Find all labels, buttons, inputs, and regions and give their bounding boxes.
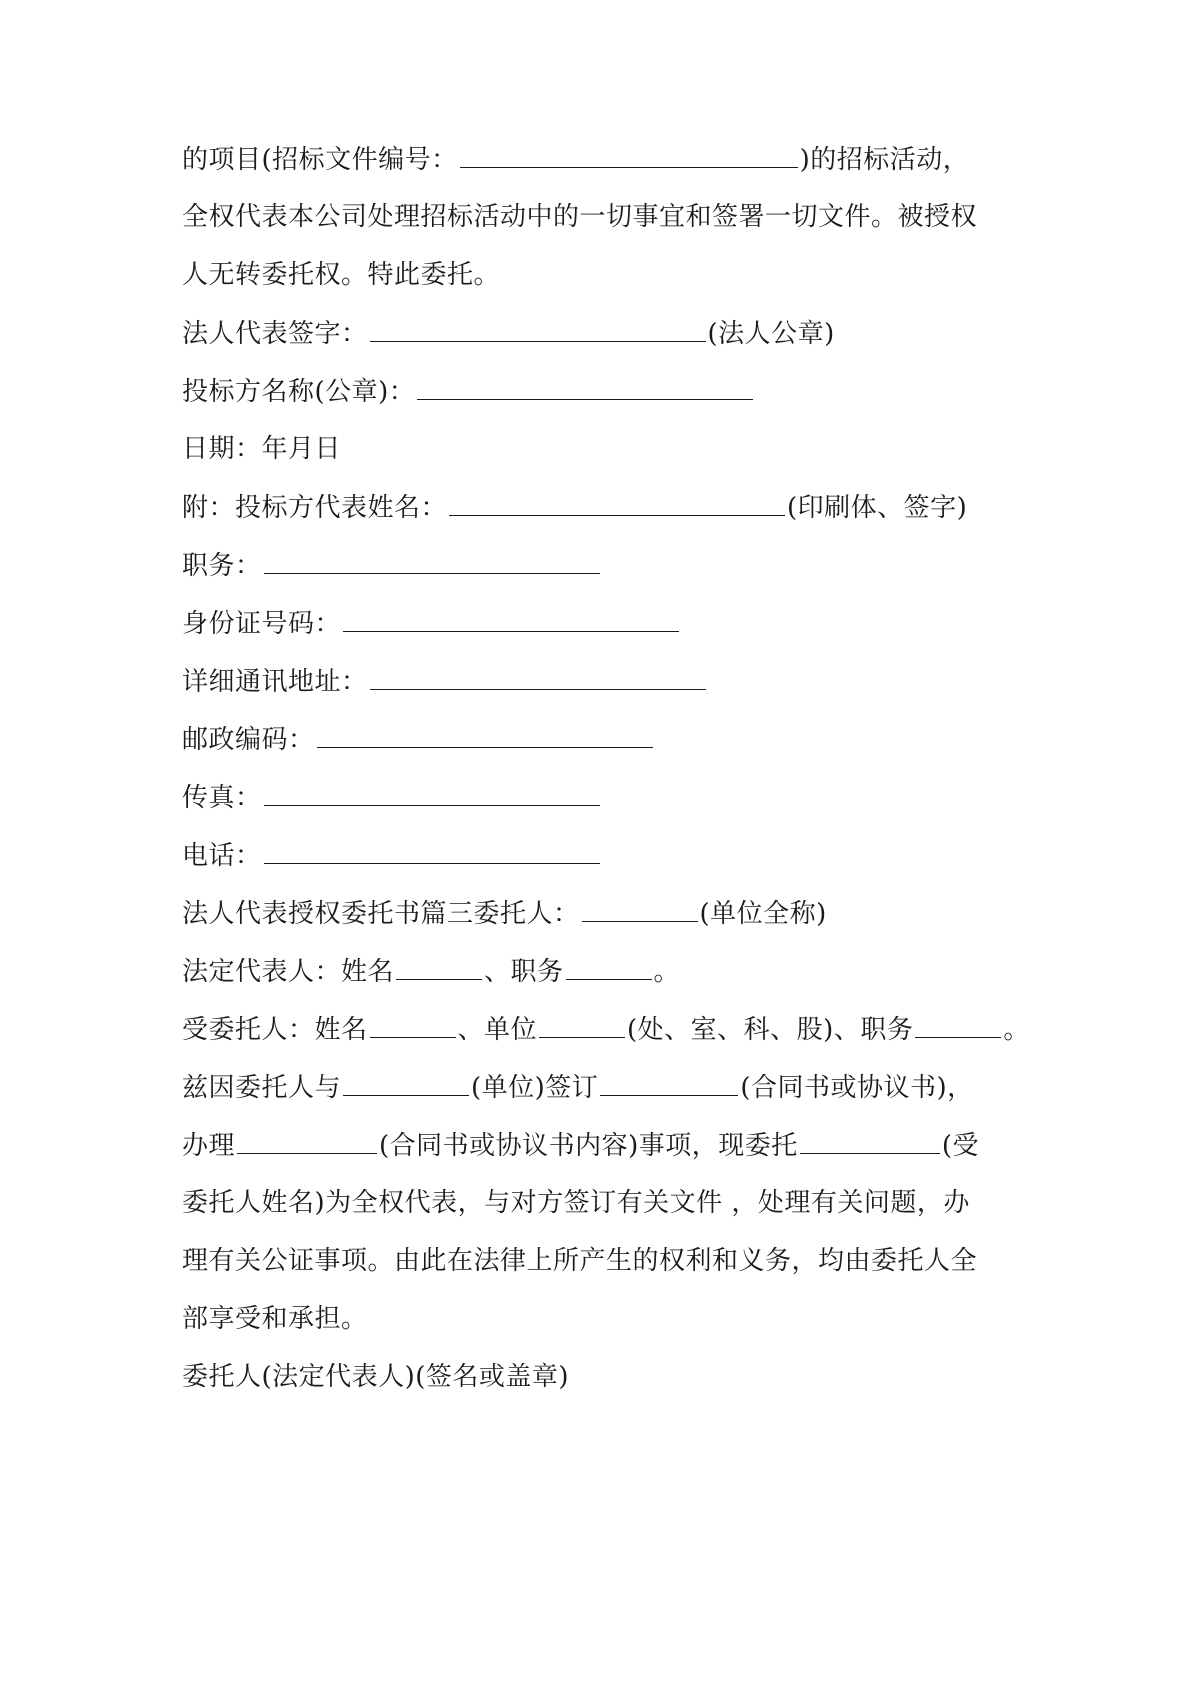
blank-bidder-name[interactable] (417, 375, 753, 400)
blank-counterparty-unit[interactable] (343, 1071, 469, 1096)
blank-phone[interactable] (264, 839, 600, 864)
line-principal (182, 897, 1022, 930)
text: 。 (1003, 1015, 1030, 1045)
blank-legal-rep-signature[interactable] (370, 317, 706, 342)
line-legal-representative (182, 955, 1022, 988)
line-authority-scope (182, 1187, 1022, 1219)
blank-agent-unit[interactable] (539, 1013, 625, 1038)
text: 法定代表人：姓名 (182, 957, 395, 987)
text: 兹因委托人与 (182, 1073, 342, 1103)
text: 电话： (182, 841, 262, 871)
text: 日期：年月日 (182, 434, 342, 464)
text: 法人代表授权委托书篇三委托人： (182, 899, 580, 929)
blank-legal-rep-name[interactable] (396, 955, 482, 980)
line-agent (182, 1013, 1030, 1046)
blank-address[interactable] (370, 665, 706, 690)
line-contract-signing (182, 1071, 1022, 1104)
line-handling (182, 1129, 1022, 1162)
text: 邮政编码： (182, 725, 315, 755)
line-obligations (182, 1303, 1022, 1335)
line-rep-name (182, 491, 1022, 524)
blank-position[interactable] (264, 549, 600, 574)
line-bid-project (182, 143, 1022, 176)
text: 、职务 (484, 957, 564, 987)
text: 身份证号码： (182, 609, 342, 639)
line-notarization (182, 1245, 1022, 1277)
text: 传真： (182, 783, 262, 813)
text: (合同书或协议书内容)事项，现委托 (379, 1131, 798, 1161)
text: 、单位 (457, 1015, 538, 1045)
text: 职务： (182, 551, 262, 581)
text: (受 (941, 1131, 979, 1161)
line-postal-code (182, 723, 1022, 756)
text: 全权代表本公司处理招标活动中的一切事宜和签署一切文件。被授权 (182, 202, 978, 232)
text: (合同书或协议书)， (740, 1073, 974, 1103)
blank-id-number[interactable] (343, 607, 679, 632)
blank-postal-code[interactable] (317, 723, 653, 748)
line-date (182, 433, 1022, 465)
blank-agent-full-name[interactable] (800, 1129, 940, 1154)
blank-tender-number[interactable] (460, 143, 798, 168)
text: (法人公章) (707, 319, 835, 349)
text: 投标方名称(公章)： (182, 377, 416, 407)
text: )的招标活动， (799, 145, 970, 175)
line-address (182, 665, 1022, 698)
line-fax (182, 781, 1022, 814)
blank-agent-name[interactable] (370, 1013, 456, 1038)
text: 人无转委托权。特此委托。 (182, 260, 501, 290)
text: 委托人姓名)为全权代表，与对方签订有关文件 ，处理有关问题，办 (182, 1188, 970, 1218)
line-no-sub-delegation (182, 259, 1022, 291)
blank-principal-unit[interactable] (582, 897, 698, 922)
text: 受委托人：姓名 (182, 1015, 368, 1045)
text: 附：投标方代表姓名： (182, 493, 448, 523)
line-position (182, 549, 1022, 582)
blank-fax[interactable] (264, 781, 600, 806)
line-bidder-name (182, 375, 1022, 408)
blank-contract-content[interactable] (237, 1129, 377, 1154)
line-principal-signature (182, 1361, 1022, 1393)
line-legal-rep-signature (182, 317, 1022, 350)
text: 委托人(法定代表人)(签名或盖章) (182, 1362, 570, 1392)
blank-contract-name[interactable] (600, 1071, 738, 1096)
text: 法人代表签字： (182, 319, 368, 349)
text: 。 (653, 957, 681, 987)
text: (处、室、科、股)、职务 (627, 1015, 914, 1045)
text: (印刷体、签字) (787, 493, 968, 523)
line-phone (182, 839, 1022, 872)
text: 理有关公证事项。由此在法律上所产生的权利和义务，均由委托人全 (182, 1246, 978, 1276)
blank-agent-position[interactable] (915, 1013, 1001, 1038)
text: 详细通讯地址： (182, 667, 368, 697)
blank-legal-rep-position[interactable] (566, 955, 652, 980)
text: 部享受和承担。 (182, 1304, 368, 1334)
text: 办理 (182, 1131, 236, 1161)
text: 的项目(招标文件编号： (182, 145, 458, 175)
text: (单位)签订 (471, 1073, 599, 1103)
line-full-authority (182, 201, 1022, 233)
text: (单位全称) (699, 899, 827, 929)
blank-rep-name[interactable] (449, 491, 785, 516)
line-id-number (182, 607, 1022, 640)
